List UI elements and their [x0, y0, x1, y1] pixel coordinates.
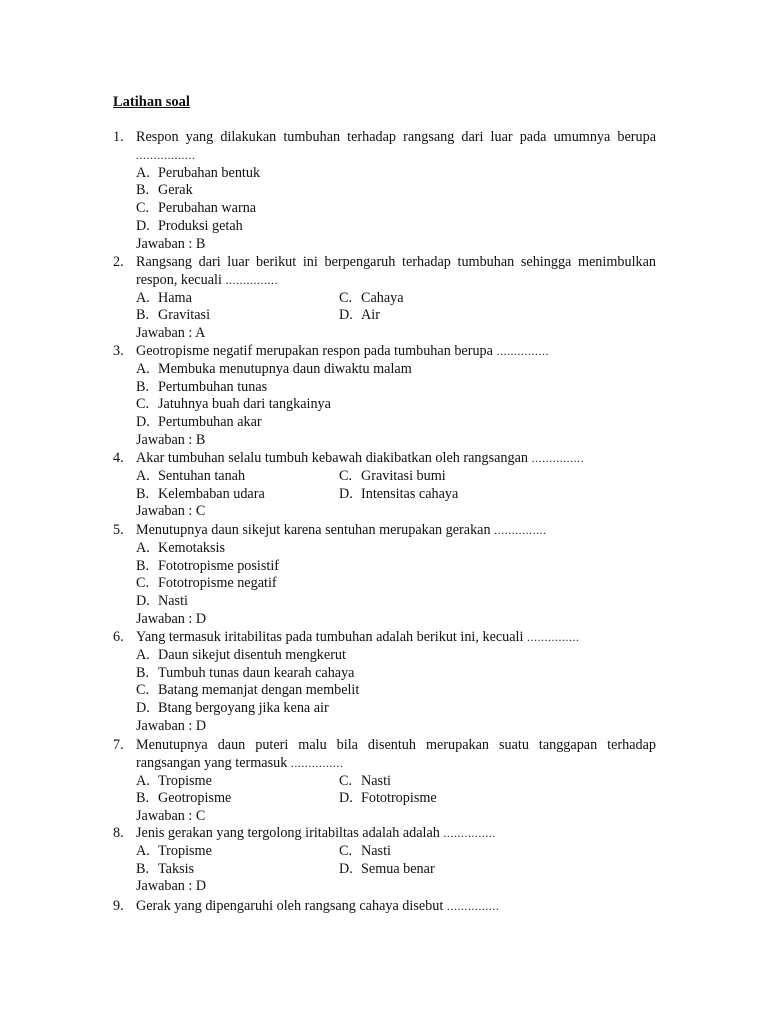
question-text: Respon yang dilakukan tumbuhan terhadap rangsang dari luar pada umumnya berupa .................: [136, 129, 656, 162]
answer-blank: ...............: [443, 826, 496, 840]
question-number: 8.: [113, 825, 124, 841]
answer-blank: ...............: [496, 344, 549, 358]
option-b: B. Pertumbuhan tunas: [136, 378, 268, 395]
answer-blank: ...............: [531, 451, 585, 465]
option-d: D. Intensitas cahaya: [339, 485, 459, 502]
answer-blank: ...............: [446, 899, 500, 913]
option-c: C. Cahaya: [339, 289, 404, 306]
answer-blank: ...............: [494, 523, 547, 537]
option-b: B. Gerak: [136, 182, 193, 199]
option-b: B. Gravitasi: [136, 307, 211, 324]
question-number: 6.: [113, 629, 124, 645]
option-a: A. Membuka menutupnya daun diwaktu malam: [136, 360, 412, 377]
question-8: [113, 825, 656, 896]
answer-blank: .................: [136, 147, 196, 162]
answer-key: Jawaban : D: [136, 717, 207, 734]
question-number: 2.: [113, 254, 124, 270]
option-c: C. Nasti: [339, 772, 391, 789]
question-text: Jenis gerakan yang tergolong iritabiltas adalah adalah ...............: [136, 825, 496, 841]
option-c: C. Gravitasi bumi: [339, 467, 446, 484]
option-a: A. Sentuhan tanah: [136, 467, 246, 484]
question-1: [113, 129, 656, 254]
option-c: C. Nasti: [339, 842, 391, 859]
answer-key: Jawaban : A: [136, 325, 206, 342]
question-number: 4.: [113, 450, 124, 466]
question-text: Yang termasuk iritabilitas pada tumbuhan adalah berikut ini, kecuali ...............: [136, 629, 580, 645]
question-number: 3.: [113, 343, 124, 359]
question-7: [113, 737, 656, 826]
question-number: 7.: [113, 737, 124, 753]
option-d: D. Pertumbuhan akar: [136, 414, 262, 431]
answer-blank: ...............: [225, 272, 278, 287]
question-4: [113, 450, 656, 521]
question-text: Menutupnya daun puteri malu bila disentuh merupakan suatu tanggapan terhadap rangsangan yang termasuk ...............: [136, 737, 656, 771]
option-c: C. Perubahan warna: [136, 200, 257, 217]
option-c: C. Fototropisme negatif: [136, 575, 277, 592]
option-d: D. Produksi getah: [136, 217, 243, 234]
option-d: D. Btang bergoyang jika kena air: [136, 700, 329, 717]
option-d: D. Nasti: [136, 593, 188, 610]
question-2: [113, 254, 656, 343]
option-b: B. Kelembaban udara: [136, 485, 265, 502]
question-number: 5.: [113, 522, 124, 538]
question-text: Gerak yang dipengaruhi oleh rangsang cahaya disebut ...............: [136, 898, 500, 914]
answer-blank: ...............: [290, 755, 344, 770]
answer-key: Jawaban : C: [136, 503, 206, 520]
option-b: B. Taksis: [136, 860, 195, 877]
question-3: [113, 343, 656, 450]
answer-key: Jawaban : D: [136, 878, 207, 895]
question-text: Akar tumbuhan selalu tumbuh kebawah diakibatkan oleh rangsangan ...............: [136, 450, 585, 466]
option-c: C. Jatuhnya buah dari tangkainya: [136, 396, 331, 413]
answer-key: Jawaban : B: [136, 235, 206, 252]
question-text: Geotropisme negatif merupakan respon pada tumbuhan berupa ...............: [136, 343, 549, 359]
option-c: C. Batang memanjat dengan membelit: [136, 682, 360, 699]
option-d: D. Semua benar: [339, 860, 435, 877]
option-a: A. Perubahan bentuk: [136, 164, 261, 181]
answer-key: Jawaban : B: [136, 431, 206, 448]
option-b: B. Tumbuh tunas daun kearah cahaya: [136, 664, 355, 681]
question-number: 1.: [113, 129, 124, 145]
option-a: A. Kemotaksis: [136, 539, 225, 556]
option-a: A. Tropisme: [136, 842, 212, 859]
page-title: Latihan soal: [113, 94, 190, 110]
option-d: D. Fototropisme: [339, 790, 437, 807]
question-text: Rangsang dari luar berikut ini berpengaruh terhadap tumbuhan sehingga menimbulkan respon, kecuali ...............: [136, 254, 656, 288]
question-6: [113, 629, 656, 736]
answer-key: Jawaban : D: [136, 610, 207, 627]
question-9: [113, 898, 656, 916]
question-text: Menutupnya daun sikejut karena sentuhan merupakan gerakan ...............: [136, 522, 547, 538]
option-a: A. Hama: [136, 289, 192, 306]
question-number: 9.: [113, 898, 124, 914]
option-b: B. Geotropisme: [136, 790, 232, 807]
option-d: D. Air: [339, 307, 380, 324]
option-a: A. Daun sikejut disentuh mengkerut: [136, 646, 346, 663]
option-a: A. Tropisme: [136, 772, 212, 789]
answer-blank: ...............: [526, 630, 580, 644]
question-5: [113, 522, 656, 629]
answer-key: Jawaban : C: [136, 808, 206, 825]
option-b: B. Fototropisme posistif: [136, 557, 279, 574]
